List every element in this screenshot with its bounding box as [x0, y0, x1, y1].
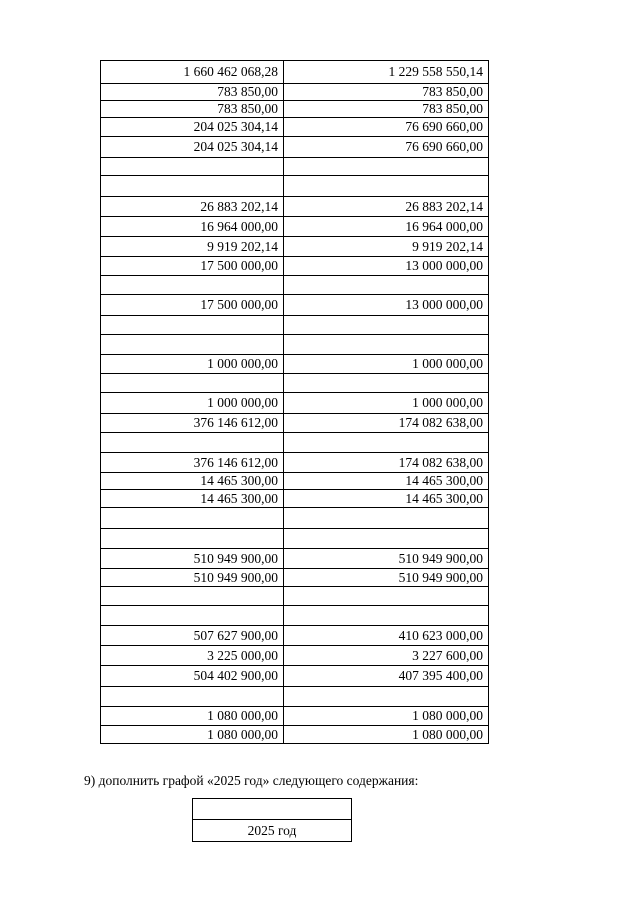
table-row — [101, 529, 489, 549]
table-cell-col2: 3 227 600,00 — [284, 646, 489, 665]
table-cell-col1 — [101, 433, 284, 452]
table-row — [101, 707, 489, 726]
table-row — [101, 237, 489, 257]
table-row — [101, 726, 489, 744]
table-cell-col2: 1 080 000,00 — [284, 726, 489, 743]
table-cell-col2: 174 082 638,00 — [284, 453, 489, 472]
new-column-table — [192, 798, 352, 842]
table-row — [101, 176, 489, 197]
table-cell-col1: 504 402 900,00 — [101, 666, 284, 686]
table-cell-col2: 1 229 558 550,14 — [284, 61, 489, 83]
table-row — [101, 355, 489, 374]
table-cell-col2: 26 883 202,14 — [284, 197, 489, 216]
table-row — [101, 118, 489, 137]
table-cell-col1: 16 964 000,00 — [101, 217, 284, 236]
table-cell-col2: 14 465 300,00 — [284, 473, 489, 489]
table-row — [101, 257, 489, 276]
table-row — [101, 587, 489, 606]
new-column-label: 2025 год — [247, 822, 297, 838]
table-cell-col2: 13 000 000,00 — [284, 295, 489, 315]
table-cell-col1: 507 627 900,00 — [101, 626, 284, 645]
amendment-paragraph: 9) дополнить графой «2025 год» следующего содержания: — [84, 773, 419, 788]
table-cell-col2 — [284, 433, 489, 452]
table-cell-col2 — [284, 316, 489, 334]
table-cell-col2 — [284, 335, 489, 354]
table-cell-col1 — [101, 587, 284, 605]
table-cell-col1: 510 949 900,00 — [101, 569, 284, 586]
table-row — [101, 549, 489, 569]
table-cell-col1: 17 500 000,00 — [101, 257, 284, 275]
table-row — [101, 316, 489, 335]
table-cell-col1: 376 146 612,00 — [101, 453, 284, 472]
table-cell-col2: 174 082 638,00 — [284, 414, 489, 432]
table-cell-col2 — [284, 158, 489, 175]
table-cell-col2: 76 690 660,00 — [284, 137, 489, 157]
table-cell-col2 — [284, 587, 489, 605]
table-row — [101, 335, 489, 355]
table-row — [101, 687, 489, 707]
table-cell-col2: 783 850,00 — [284, 101, 489, 117]
new-column-header-cell — [193, 799, 351, 820]
table-cell-col1 — [101, 374, 284, 392]
table-row — [101, 374, 489, 393]
table-row — [101, 626, 489, 646]
table-row — [101, 666, 489, 687]
table-cell-col1: 3 225 000,00 — [101, 646, 284, 665]
table-row — [101, 433, 489, 453]
table-row — [101, 606, 489, 626]
table-cell-col1: 1 080 000,00 — [101, 707, 284, 725]
table-cell-col1 — [101, 508, 284, 528]
table-row — [101, 508, 489, 529]
table-cell-col2: 9 919 202,14 — [284, 237, 489, 256]
table-row — [101, 453, 489, 473]
table-cell-col1: 783 850,00 — [101, 84, 284, 100]
table-row — [101, 197, 489, 217]
table-cell-col1: 1 000 000,00 — [101, 393, 284, 413]
table-cell-col2 — [284, 606, 489, 625]
table-row — [101, 393, 489, 414]
table-row — [101, 84, 489, 101]
table-cell-col2: 510 949 900,00 — [284, 549, 489, 568]
table-cell-col2: 14 465 300,00 — [284, 490, 489, 507]
table-cell-col2: 1 000 000,00 — [284, 355, 489, 373]
table-cell-col1: 9 919 202,14 — [101, 237, 284, 256]
table-row — [101, 295, 489, 316]
table-cell-col2: 407 395 400,00 — [284, 666, 489, 686]
table-cell-col1 — [101, 176, 284, 196]
table-cell-col1: 1 000 000,00 — [101, 355, 284, 373]
table-cell-col1: 204 025 304,14 — [101, 137, 284, 157]
table-cell-col1: 14 465 300,00 — [101, 473, 284, 489]
table-row — [101, 101, 489, 118]
table-cell-col2 — [284, 374, 489, 392]
table-cell-col1: 17 500 000,00 — [101, 295, 284, 315]
table-cell-col2 — [284, 508, 489, 528]
table-cell-col2: 13 000 000,00 — [284, 257, 489, 275]
table-cell-col1 — [101, 606, 284, 625]
table-cell-col2: 76 690 660,00 — [284, 118, 489, 136]
table-row — [101, 569, 489, 587]
budget-table — [100, 60, 489, 744]
table-cell-col1 — [101, 335, 284, 354]
table-cell-col1: 14 465 300,00 — [101, 490, 284, 507]
table-cell-col2: 1 000 000,00 — [284, 393, 489, 413]
table-row — [101, 414, 489, 433]
table-cell-col2 — [284, 276, 489, 294]
table-cell-col2: 783 850,00 — [284, 84, 489, 100]
table-row — [101, 490, 489, 508]
table-cell-col1 — [101, 687, 284, 706]
table-row — [101, 61, 489, 84]
table-row — [101, 646, 489, 666]
table-cell-col1 — [101, 276, 284, 294]
table-row — [101, 473, 489, 490]
table-row — [101, 137, 489, 158]
table-cell-col1: 376 146 612,00 — [101, 414, 284, 432]
table-cell-col1: 1 660 462 068,28 — [101, 61, 284, 83]
table-cell-col1: 1 080 000,00 — [101, 726, 284, 743]
table-cell-col2 — [284, 176, 489, 196]
table-cell-col1: 783 850,00 — [101, 101, 284, 117]
table-row — [101, 158, 489, 176]
table-row — [101, 276, 489, 295]
table-cell-col2: 1 080 000,00 — [284, 707, 489, 725]
table-cell-col2: 16 964 000,00 — [284, 217, 489, 236]
table-cell-col2: 410 623 000,00 — [284, 626, 489, 645]
table-cell-col1 — [101, 529, 284, 548]
table-cell-col1: 204 025 304,14 — [101, 118, 284, 136]
table-cell-col2: 510 949 900,00 — [284, 569, 489, 586]
table-cell-col2 — [284, 687, 489, 706]
table-cell-col1: 510 949 900,00 — [101, 549, 284, 568]
table-cell-col2 — [284, 529, 489, 548]
table-cell-col1 — [101, 158, 284, 175]
table-cell-col1 — [101, 316, 284, 334]
table-row — [101, 217, 489, 237]
table-cell-col1: 26 883 202,14 — [101, 197, 284, 216]
